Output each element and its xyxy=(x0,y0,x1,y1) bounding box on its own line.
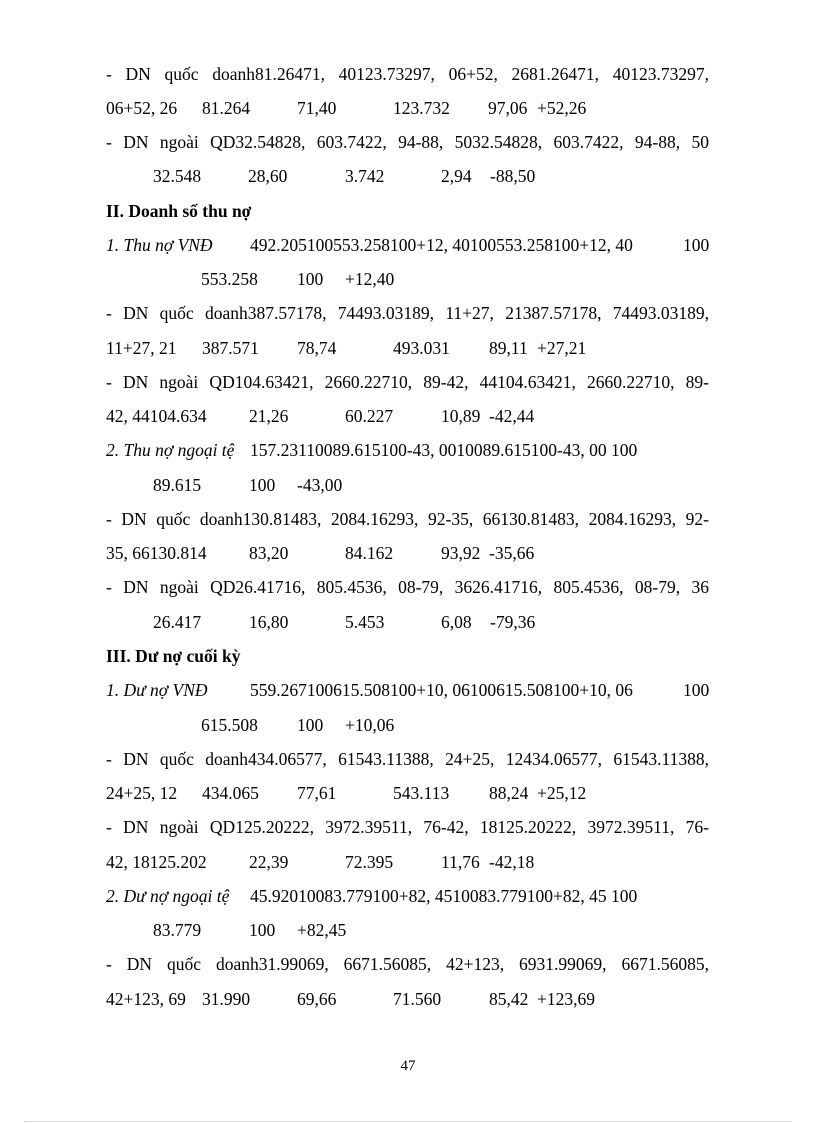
line-text: 100 xyxy=(683,680,710,700)
line-text: 100 xyxy=(249,475,276,495)
line-text: 81.264 xyxy=(202,98,251,118)
page-number: 47 xyxy=(400,1058,416,1074)
line-label: 2. Thu nợ ngoại tệ xyxy=(106,440,235,460)
text-line: - DN quốc doanh130.81483, 2084.16293, 92-35, 66130.81483, 2084.16293, 92- xyxy=(106,509,709,529)
line-text: 5.453 xyxy=(345,612,385,632)
line-text: 11,76 xyxy=(441,852,480,872)
line-text: 387.571 xyxy=(202,338,259,358)
line-text: 45.92010083.779100+82, 4510083.779100+82, 45 100 xyxy=(250,886,638,906)
line-text: +25,12 xyxy=(537,783,587,803)
line-text: +10,06 xyxy=(345,715,395,735)
line-text: 71.560 xyxy=(393,989,442,1009)
line-text: 31.990 xyxy=(202,989,251,1009)
line-text: 100 xyxy=(297,269,324,289)
text-line: - DN ngoài QD104.63421, 2660.22710, 89-42, 44104.63421, 2660.22710, 89- xyxy=(106,372,709,392)
line-text: 83.779 xyxy=(153,920,202,940)
line-text: 77,61 xyxy=(297,783,337,803)
line-text: 6,08 xyxy=(441,612,472,632)
text-line: - DN ngoài QD125.20222, 3972.39511, 76-42, 18125.20222, 3972.39511, 76- xyxy=(106,817,709,837)
line-text: 3.742 xyxy=(345,166,385,186)
line-label: 2. Dư nợ ngoại tệ xyxy=(106,886,230,906)
line-text: -79,36 xyxy=(490,612,536,632)
line-label: 1. Dư nợ VNĐ xyxy=(106,680,208,700)
line-text: 16,80 xyxy=(249,612,289,632)
line-text: 28,60 xyxy=(248,166,288,186)
text-line: - DN ngoài QD32.54828, 603.7422, 94-88, 5032.54828, 603.7422, 94-88, 50 xyxy=(106,132,709,152)
line-text: 88,24 xyxy=(489,783,529,803)
text-line: - DN quốc doanh81.26471, 40123.73297, 06+52, 2681.26471, 40123.73297, xyxy=(106,64,709,84)
line-text: 83,20 xyxy=(249,543,289,563)
line-text: -42,18 xyxy=(489,852,535,872)
line-text: 89.615 xyxy=(153,475,202,495)
line-text: 89,11 xyxy=(489,338,528,358)
line-text: 78,74 xyxy=(297,338,337,358)
line-text: +12,40 xyxy=(345,269,395,289)
line-text: 123.732 xyxy=(393,98,450,118)
section-heading: III. Dư nợ cuối kỳ xyxy=(106,646,241,666)
line-text: 2,94 xyxy=(441,166,472,186)
line-text: 84.162 xyxy=(345,543,394,563)
line-text: 100 xyxy=(249,920,276,940)
line-text: 42, 44104.634 xyxy=(106,406,207,426)
text-line: - DN quốc doanh31.99069, 6671.56085, 42+123, 6931.99069, 6671.56085, xyxy=(106,954,709,974)
line-text: -88,50 xyxy=(490,166,536,186)
line-text: +52,26 xyxy=(537,98,587,118)
line-text: +123,69 xyxy=(537,989,595,1009)
line-text: -42,44 xyxy=(489,406,535,426)
line-label: 1. Thu nợ VNĐ xyxy=(106,235,213,255)
line-text: +27,21 xyxy=(537,338,587,358)
line-text: 06+52, 26 xyxy=(106,98,178,118)
line-text: 157.23110089.615100-43, 0010089.615100-43, 00 100 xyxy=(250,440,638,460)
line-text: 69,66 xyxy=(297,989,337,1009)
line-text: 100 xyxy=(683,235,710,255)
line-text: -35,66 xyxy=(489,543,535,563)
line-text: 72.395 xyxy=(345,852,394,872)
text-line: - DN ngoài QD26.41716, 805.4536, 08-79, 3626.41716, 805.4536, 08-79, 36 xyxy=(106,577,709,597)
line-text: 11+27, 21 xyxy=(106,338,177,358)
line-text: 21,26 xyxy=(249,406,289,426)
line-text: 615.508 xyxy=(201,715,258,735)
section-heading: II. Doanh số thu nợ xyxy=(106,201,252,221)
line-text: 35, 66130.814 xyxy=(106,543,207,563)
line-text: 10,89 xyxy=(441,406,481,426)
text-line: - DN quốc doanh434.06577, 61543.11388, 24+25, 12434.06577, 61543.11388, xyxy=(106,749,709,769)
line-text: -43,00 xyxy=(297,475,343,495)
line-text: 543.113 xyxy=(393,783,450,803)
line-text: 24+25, 12 xyxy=(106,783,178,803)
line-text: +82,45 xyxy=(297,920,347,940)
line-text: 42+123, 69 xyxy=(106,989,186,1009)
line-text: 85,42 xyxy=(489,989,529,1009)
line-text: 434.065 xyxy=(202,783,259,803)
line-text: 22,39 xyxy=(249,852,289,872)
line-text: 42, 18125.202 xyxy=(106,852,207,872)
line-text: 97,06 xyxy=(488,98,528,118)
text-line: - DN quốc doanh387.57178, 74493.03189, 11+27, 21387.57178, 74493.03189, xyxy=(106,303,709,323)
line-text: 93,92 xyxy=(441,543,481,563)
line-text: 60.227 xyxy=(345,406,394,426)
line-text: 71,40 xyxy=(297,98,337,118)
line-text: 492.205100553.258100+12, 40100553.258100+12, 40 xyxy=(250,235,633,255)
line-text: 559.267100615.508100+10, 06100615.508100+10, 06 xyxy=(250,680,633,700)
line-text: 553.258 xyxy=(201,269,258,289)
line-text: 26.417 xyxy=(153,612,202,632)
line-text: 100 xyxy=(297,715,324,735)
line-text: 493.031 xyxy=(393,338,450,358)
page-bottom-divider xyxy=(24,1121,792,1122)
line-text: 32.548 xyxy=(153,166,202,186)
